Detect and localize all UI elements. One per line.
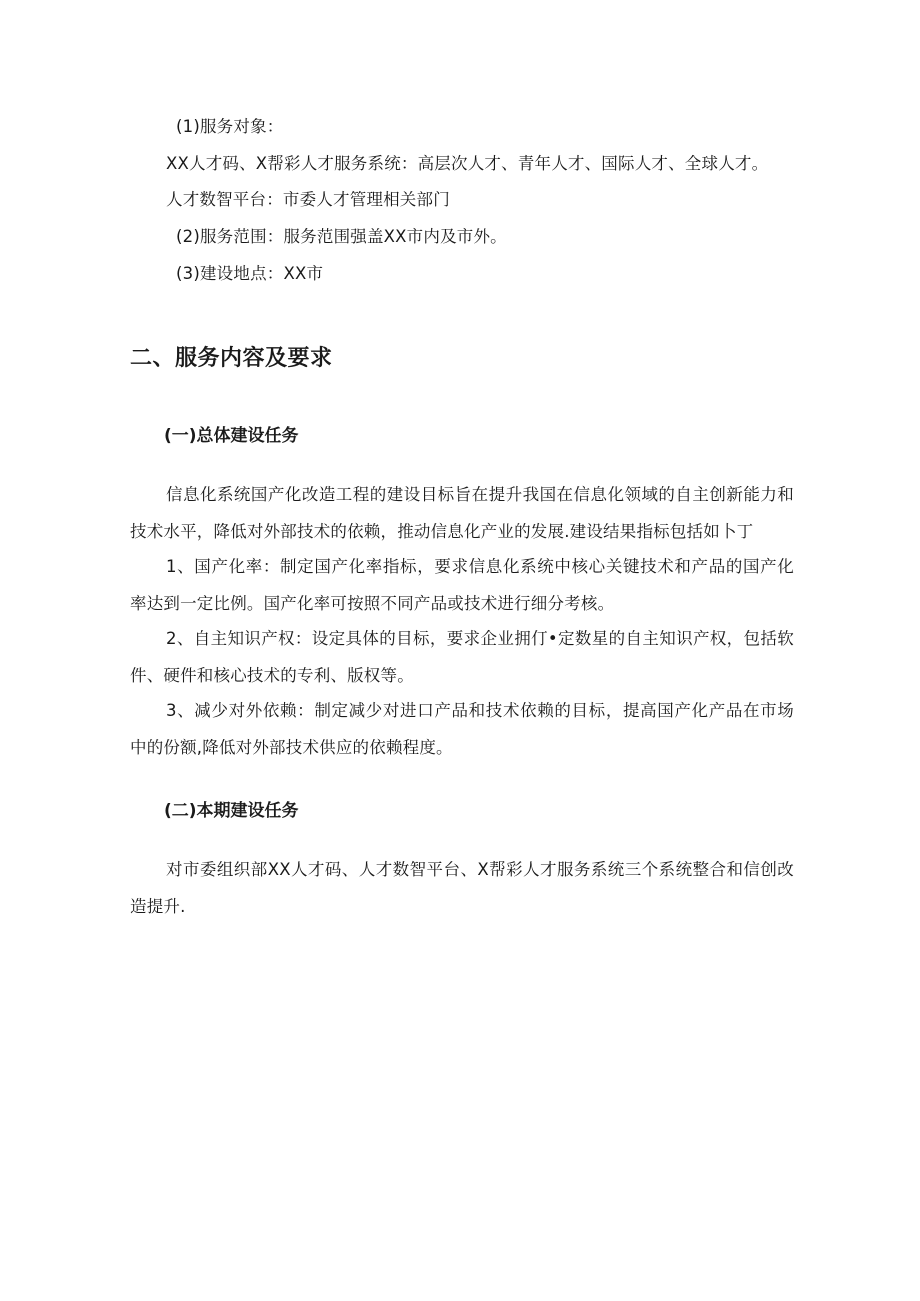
current-tasks-content: 对市委组织部XX人才码、人才数智平台、X帮彩人才服务系统三个系统整合和信创改造提升. — [130, 860, 794, 916]
service-object-talent-code: XX人才码、X帮彩人才服务系统：高层次人才、青年人才、国际人才、全球人才。 — [166, 154, 769, 173]
indicator-intellectual-property: 2、自主知识产权：设定具体的目标，要求企业拥仃•定数星的自主知识产权，包括软件、硬件和核心技术的专利、版权等。 — [130, 629, 794, 685]
service-object-platform: 人才数智平台：市委人才管理相关部门 — [166, 190, 450, 209]
indicator-reduce-dependency: 3、减少对外依赖：制定减少对进口产品和技术依赖的目标，提高国产化产品在市场中的份额,降低对外部技术供应的依赖程度。 — [130, 701, 794, 757]
subsection-heading-current-tasks: (二)本期建设任务 — [164, 801, 299, 821]
indicator-localization-rate: 1、国产化率：制定国产化率指标，要求信息化系统中核心关键技术和产品的国产化率达到一定比例。国产化率可按照不同产品或技术进行细分考核。 — [130, 557, 794, 613]
construction-location: (3)建设地点：XX市 — [176, 264, 324, 283]
service-range: (2)服务范围：服务范围强盖XX市内及市外。 — [176, 227, 507, 246]
overall-tasks-intro: 信息化系统国产化改造工程的建设目标旨在提升我国在信息化领域的自主创新能力和技术水平，降低对外部技术的依赖，推动信息化产业的发展.建设结果指标包括如卜丁 — [130, 485, 794, 541]
section-heading-service-content: 二、服务内容及要求 — [130, 346, 333, 371]
subsection-heading-overall-tasks: (一)总体建设任务 — [164, 426, 299, 446]
service-object-label: (1)服务对象： — [176, 117, 284, 136]
